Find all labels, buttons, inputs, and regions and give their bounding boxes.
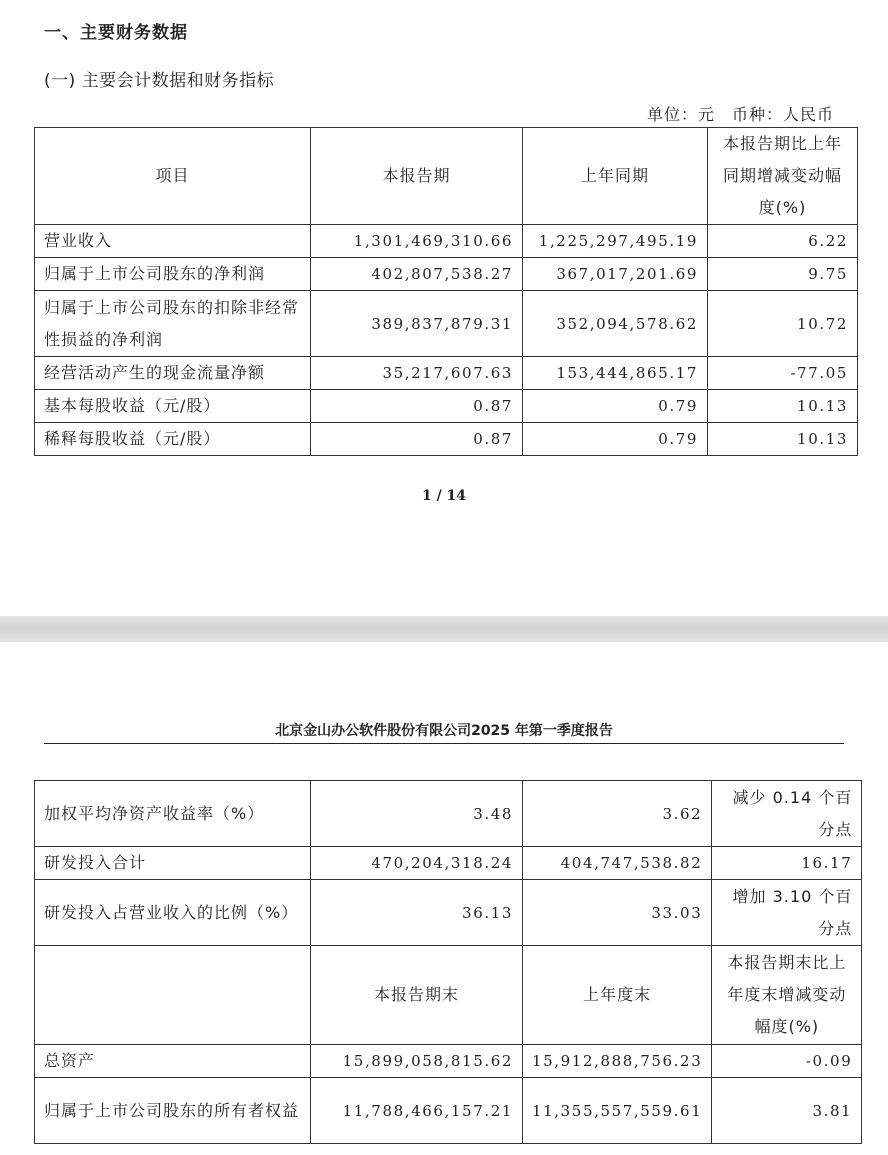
table-row (35, 423, 858, 456)
subsection-title: (一) 主要会计数据和财务指标 (44, 71, 275, 91)
change-value: -0.09 (712, 1045, 862, 1078)
change-value: 16.17 (712, 847, 862, 880)
change-value: 3.81 (712, 1078, 862, 1144)
prior-value: 15,912,888,756.23 (523, 1045, 712, 1078)
prior-value: 0.79 (523, 390, 708, 423)
row-label: 总资产 (35, 1045, 311, 1078)
current-value: 35,217,607.63 (311, 357, 523, 390)
change-value: 10.72 (708, 291, 858, 357)
row-label: 基本每股收益（元/股） (35, 390, 311, 423)
current-value: 36.13 (311, 880, 523, 946)
table-row (35, 258, 858, 291)
current-value: 0.87 (311, 390, 523, 423)
prior-value: 352,094,578.62 (523, 291, 708, 357)
change-value: 10.13 (708, 390, 858, 423)
row-label: 营业收入 (35, 225, 311, 258)
table-row (35, 225, 858, 258)
page-number: 1 / 14 (421, 488, 467, 504)
table-header-row (35, 128, 858, 225)
change-value: 6.22 (708, 225, 858, 258)
row-label: 研发投入合计 (35, 847, 311, 880)
page-separator (0, 616, 888, 642)
row-label: 归属于上市公司股东的所有者权益 (35, 1078, 311, 1144)
table-row (35, 390, 858, 423)
prior-value: 153,444,865.17 (523, 357, 708, 390)
section-title: 一、主要财务数据 (44, 23, 188, 43)
subheader-change-pct: 本报告期末比上年度末增减变动幅度(%) (712, 946, 862, 1045)
header-change-pct: 本报告期比上年同期增减变动幅度(%) (708, 128, 858, 225)
header-prior-period: 上年同期 (523, 128, 708, 225)
table-row (35, 781, 862, 847)
row-label: 归属于上市公司股东的净利润 (35, 258, 311, 291)
table-subheader-row (35, 946, 862, 1045)
change-value: 9.75 (708, 258, 858, 291)
subheader-period-end: 本报告期末 (311, 946, 523, 1045)
table-row (35, 357, 858, 390)
table-row (35, 291, 858, 357)
current-value: 389,837,879.31 (311, 291, 523, 357)
row-label: 加权平均净资产收益率（%） (35, 781, 311, 847)
change-value: 10.13 (708, 423, 858, 456)
financial-data-table-continued (34, 780, 862, 1144)
change-value: 增加 3.10 个百分点 (712, 880, 862, 946)
prior-value: 0.79 (523, 423, 708, 456)
subheader-item (35, 946, 311, 1045)
row-label: 研发投入占营业收入的比例（%） (35, 880, 311, 946)
financial-data-table (34, 127, 858, 456)
prior-value: 1,225,297,495.19 (523, 225, 708, 258)
row-label: 归属于上市公司股东的扣除非经常性损益的净利润 (35, 291, 311, 357)
prior-value: 33.03 (523, 880, 712, 946)
prior-value: 11,355,557,559.61 (523, 1078, 712, 1144)
prior-value: 367,017,201.69 (523, 258, 708, 291)
subheader-prior-year-end: 上年度末 (523, 946, 712, 1045)
row-label: 稀释每股收益（元/股） (35, 423, 311, 456)
table-row (35, 1078, 862, 1144)
current-value: 1,301,469,310.66 (311, 225, 523, 258)
document-page-2 (0, 642, 888, 1155)
current-value: 11,788,466,157.21 (311, 1078, 523, 1144)
current-value: 3.48 (311, 781, 523, 847)
current-value: 402,807,538.27 (311, 258, 523, 291)
header-current-period: 本报告期 (311, 128, 523, 225)
current-value: 0.87 (311, 423, 523, 456)
report-running-header: 北京金山办公软件股份有限公司2025 年第一季度报告 (44, 720, 844, 744)
current-value: 470,204,318.24 (311, 847, 523, 880)
table-row (35, 847, 862, 880)
table-row (35, 1045, 862, 1078)
change-value: 减少 0.14 个百分点 (712, 781, 862, 847)
row-label: 经营活动产生的现金流量净额 (35, 357, 311, 390)
change-value: -77.05 (708, 357, 858, 390)
prior-value: 404,747,538.82 (523, 847, 712, 880)
current-value: 15,899,058,815.62 (311, 1045, 523, 1078)
table-row (35, 880, 862, 946)
unit-currency-line: 单位：元 币种：人民币 (646, 105, 834, 124)
header-item: 项目 (35, 128, 311, 225)
prior-value: 3.62 (523, 781, 712, 847)
